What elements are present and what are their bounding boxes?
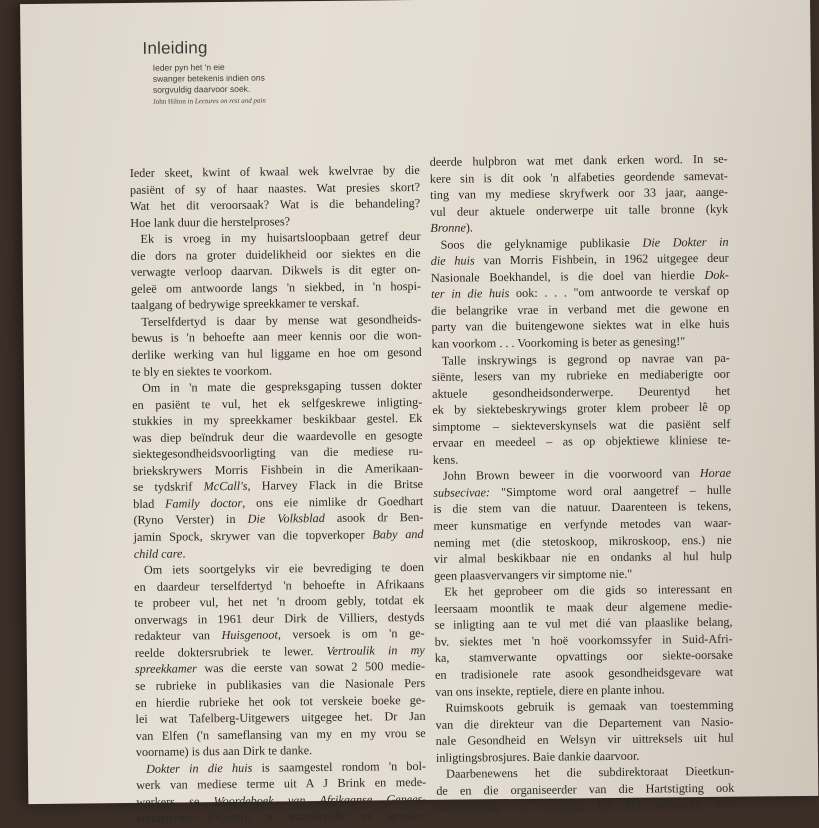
text-run: en pasiënt te vul, het ek selfgeskrewe inligting- <box>132 394 423 412</box>
text-run: Terselfdertyd is daar by mense wat gesondheids- <box>141 311 422 329</box>
italic-title: Horae <box>699 466 732 481</box>
text-run: ook: . . . "om antwoorde te verskaf op <box>509 284 730 301</box>
text-run: Ruimskoots gebruik is gemaak van toestemming <box>445 697 734 715</box>
text-run: ka, stamverwante opvattings oor siekte-oorsake <box>434 648 733 666</box>
italic-title: spreekkamer <box>134 661 197 677</box>
text-run: lei wat Tafelberg-Uitgewers uitgegee het. Dr Jan <box>135 708 426 727</box>
text-run: meer kunsmatige en verfynde metodes van waar- <box>433 515 732 533</box>
text-run: blad <box>133 496 166 511</box>
text-run: Om in 'n mate die gespreksgaping tussen dokter <box>141 378 423 395</box>
text-run: simptome – siekteverskynsels wat die pasiënt self <box>432 416 731 434</box>
text-run: bewus is 'n behoefte aan meer kennis oor die won- <box>131 328 422 346</box>
text-run: vul deur aktuele onderwerpe uit talle bronne (kyk <box>430 201 729 219</box>
text-run: voorname) is dus aan Dirk te danke. <box>135 743 313 760</box>
text-run: briekskrywers Morris Fishbein in die Amerikaan- <box>132 460 423 478</box>
italic-title: Huisgenoot <box>221 627 278 643</box>
text-line <box>132 344 422 364</box>
text-run: (Ryno Verster) in <box>133 512 248 528</box>
text-run: Daarbenewens het die subdirektoraat Dieetkun- <box>446 763 735 781</box>
text-run: . <box>182 546 186 561</box>
text-run: verwagte verloop daarvan. Dikwels is dit egter on- <box>130 262 421 280</box>
text-run: (Nasou), 'n waardevolle en gewaar- <box>193 808 427 825</box>
text-line <box>131 278 421 298</box>
italic-title: Dokter in die huis <box>145 760 253 776</box>
text-run: van die direkteur van die Departement van Nasio- <box>435 714 734 732</box>
text-run: toestemming vir inligting uit hul brosjures ver- <box>436 797 735 815</box>
text-run: kens. <box>432 452 459 467</box>
text-line <box>436 796 734 816</box>
text-run: , Harvey Flack in die Britse <box>247 477 424 494</box>
text-run: kere sin is dit ook 'n alfabeties geordende samevat- <box>429 168 728 186</box>
text-run: se inligting aan te vul met dié van plaaslike belang, <box>434 615 733 633</box>
text-run: jamin Spock, skrywer van die topverkoper <box>133 527 373 545</box>
text-column-left <box>130 162 427 827</box>
text-run: te bly en siektes te voorkom. <box>131 363 273 379</box>
text-run: bv. siektes met 'n hoë voorkomssyfer in Suid-Afri- <box>434 631 733 649</box>
italic-title: Baby and <box>372 526 424 542</box>
text-run: de en die organiseerder van die Hartstigting ook <box>436 780 735 798</box>
text-run: onverwags in 1961 deur Dirk de Villiers, destyds <box>134 609 425 627</box>
epigraph-credit <box>153 95 353 108</box>
italic-title: kundeterme <box>136 810 194 826</box>
text-run: is saamgestel rondom 'n bol- <box>252 758 427 775</box>
text-run: ). <box>465 220 474 235</box>
text-run: pasiënt of sy of haar naastes. Wat presies skort? <box>129 179 421 197</box>
text-run: Om iets soortgelyks vir eie bevrediging te doen <box>143 560 425 577</box>
text-line <box>434 548 732 568</box>
italic-title: Dok- <box>704 267 729 282</box>
text-run: van ons insekte, reptiele, diere en plante inhou. <box>435 681 665 699</box>
text-run: en tradisionele rate asook gesondheidsgevare wat <box>434 664 734 682</box>
text-run: geleë om antwoorde langs 'n siekbed, in 'n hospi- <box>130 278 422 296</box>
text-run: nale Gesondheid en Welsyn vir uittreksels uit hul <box>435 730 734 748</box>
text-run: , versoek is om 'n ge- <box>277 626 425 642</box>
epigraph-credit-author: John Hilton in <box>153 97 194 106</box>
text-run: Nasionale Boekhandel, is die doel van hierdie <box>430 267 705 285</box>
text-run: inligtingsbrosjures. Baie dankie daarvoor. <box>435 748 640 765</box>
text-run: reelde doktersrubriek te lewer. <box>134 643 327 660</box>
text-run: siënte, lesers van my rubrieke en mediaberigte oor <box>431 366 731 384</box>
text-run: is die stem van die natuur. Daarenteen is tekens, <box>433 499 732 517</box>
text-run: siektegesondheidsvoorligting van die mediese ru- <box>132 444 423 462</box>
text-run: was diep beïndruk deur die waardevolle en gesogte <box>132 427 423 445</box>
text-run: van Morris Fishbein, in 1962 uitgegee deur <box>474 251 729 268</box>
text-run: geen plaasvervangers vir simptome nie." <box>433 566 633 583</box>
text-run: Ek is vroeg in my huisartsloopbaan getref deur <box>140 229 421 247</box>
text-run: deerde hulpbron wat met dank erken word. In se- <box>429 151 728 169</box>
italic-title: ter in die huis <box>431 286 510 302</box>
italic-title: subsecivae: <box>433 485 491 500</box>
italic-title: die huis <box>430 253 475 269</box>
text-run: neming met (die stetoskoop, mikroskoop, ens.) nie <box>433 532 732 550</box>
text-run: taalgang of bedrywige spreekkamer te verskaf. <box>131 295 360 313</box>
epigraph-credit-work: Lectures on rest and pain <box>194 96 266 106</box>
italic-title: Vertroulik in my <box>326 642 425 658</box>
text-run: leersaam moontlik te maak deur algemene medie- <box>434 598 733 616</box>
text-run: Ieder skeet, kwint of kwaal wek kwelvrae by die <box>129 162 420 180</box>
text-column-right <box>430 151 735 816</box>
text-line <box>436 730 734 750</box>
text-run: party van die buitengewone siektes wat in elke huis <box>431 317 730 335</box>
text-run: se tydskrif <box>133 479 204 495</box>
text-run: stukkies in my spreekkamer beskikbaar gestel. Ek <box>132 411 423 429</box>
text-run: , ons eie nimlike dr Goedhart <box>242 493 424 510</box>
text-run: asook dr Ben- <box>324 510 424 526</box>
text-line <box>134 526 424 546</box>
text-run: die belangrike vrae in verband met die gewone en <box>431 300 730 318</box>
text-run: ting van my mediese skryfwerk oor 33 jaar, aange- <box>429 184 729 202</box>
text-run: Wat het dit veroorsaak? Wat is die behandeling? <box>130 196 421 214</box>
text-run: werk van mediese terme uit A J Brink en mede- <box>136 775 427 793</box>
italic-title: child care <box>133 546 183 561</box>
italic-title: Woordeboek van Afrikaanse Genees- <box>213 791 427 808</box>
text-line <box>130 195 420 215</box>
text-line <box>136 807 426 827</box>
text-run: derlike werking van hul liggame en hoe om gesond <box>131 344 422 363</box>
text-run: se rubrieke in publikasies van die Nasionale Pers <box>135 675 426 693</box>
epigraph-line: sorgvuldig daarvoor soek. <box>152 83 251 95</box>
text-run: "Simptome word oral aangetref – hulle <box>489 482 732 500</box>
text-run: was die eerste van sowat 2 500 medie- <box>196 659 426 676</box>
text-run: Ek het geprobeer om die gids so interessant en <box>444 581 733 599</box>
text-run: en hierdie rubrieke het ook tot verskeie boeke ge- <box>135 692 426 710</box>
italic-title: Bronne <box>430 220 466 236</box>
text-run: werkers se <box>136 793 214 809</box>
text-run: Talle inskrywings is gegrond op navrae van pa- <box>441 350 730 368</box>
text-run: redakteur van <box>134 628 222 644</box>
text-run: Soos die gelyknamige publikasie <box>440 235 643 252</box>
text-run: vir almal beskikbaar nie en ondanks al hul hulp <box>433 548 732 566</box>
text-line <box>430 200 728 220</box>
book-page <box>20 0 818 826</box>
text-line <box>435 664 733 684</box>
text-run: aktuele gesondheidsonderwerpe. Deurentyd het <box>432 383 731 401</box>
italic-title: McCall's <box>203 479 248 494</box>
epigraph <box>153 61 353 108</box>
italic-title: Die Volksblad <box>247 511 325 527</box>
text-run: van Elfen ('n sameflansing van my en my vrou se <box>135 725 426 743</box>
text-run: Hoe lank duur die herstelproses? <box>130 213 291 230</box>
page-heading: Inleiding <box>142 38 208 58</box>
italic-title: Die Dokter in <box>642 234 729 250</box>
text-run: John Brown beweer in die voorwoord van <box>442 466 700 484</box>
epigraph-line: Ieder pyn het 'n eie <box>152 61 225 73</box>
text-run: ek by siektebeskrywings groter klem probeer lê op <box>432 399 731 418</box>
text-line <box>433 432 731 452</box>
text-run: ervaar en meedeel – as op objektiewe kliniese te- <box>432 433 731 451</box>
epigraph-line: swanger betekenis indien ons <box>152 72 265 84</box>
text-run: te probeer vul, het net 'n droom gebly, totdat ek <box>134 593 425 611</box>
text-run: kan voorkom . . . Voorkoming is beter as genesing!" <box>431 334 686 351</box>
text-run: en daardeur terselfdertyd 'n behoefte in Afrikaans <box>134 576 425 594</box>
text-line <box>136 725 426 745</box>
italic-title: Family doctor <box>164 495 243 511</box>
text-run: die dors na groter duidelikheid oor siektes en die <box>130 245 421 263</box>
